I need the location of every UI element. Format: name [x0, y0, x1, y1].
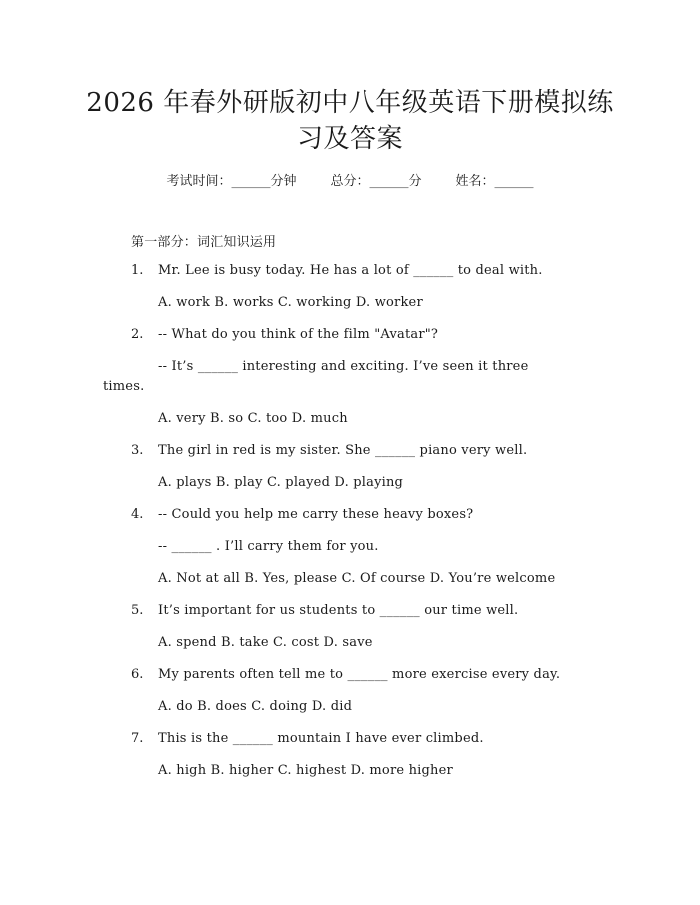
question-text: This is the ______ mountain I have ever climbed.: [158, 731, 484, 746]
question-options: A. do B. does C. doing D. did: [158, 699, 353, 714]
exam-meta-row: [0, 170, 700, 189]
question-number: 2.: [131, 327, 144, 342]
question-text: -- What do you think of the film "Avatar"?: [158, 327, 439, 342]
exam-time-field: 考试时间：______分钟: [166, 174, 297, 189]
question-options: A. Not at all B. Yes, please C. Of course D. You’re welcome: [158, 571, 556, 586]
question-options: A. high B. higher C. highest D. more higher: [158, 763, 453, 778]
question-text: The girl in red is my sister. She ______ piano very well.: [158, 443, 528, 458]
section-heading: 第一部分：词汇知识运用: [131, 235, 277, 250]
question-options: A. work B. works C. working D. worker: [158, 295, 423, 310]
question-number: 7.: [131, 731, 144, 746]
question-text: Mr. Lee is busy today. He has a lot of ______ to deal with.: [158, 263, 543, 278]
question-text-wrap: times.: [103, 379, 145, 394]
document-title-line-2: 习及答案: [296, 124, 403, 154]
question-options: A. spend B. take C. cost D. save: [158, 635, 373, 650]
total-score-field: 总分：______分: [330, 174, 422, 189]
question-number: 3.: [131, 443, 144, 458]
student-name-field: 姓名：______: [455, 174, 534, 189]
question-number: 6.: [131, 667, 144, 682]
question-text: My parents often tell me to ______ more exercise every day.: [158, 667, 561, 682]
document-title-line-1: 2026 年春外研版初中八年级英语下册模拟练: [86, 88, 614, 118]
question-text: It’s important for us students to ______ our time well.: [158, 603, 519, 618]
question-options: A. very B. so C. too D. much: [158, 411, 348, 426]
question-options: A. plays B. play C. played D. playing: [158, 475, 404, 490]
question-number: 4.: [131, 507, 144, 522]
question-number: 1.: [131, 263, 144, 278]
question-text: -- It’s ______ interesting and exciting. I’ve seen it three: [158, 359, 529, 374]
question-number: 5.: [131, 603, 144, 618]
question-text: -- Could you help me carry these heavy boxes?: [158, 507, 474, 522]
question-text: -- ______ . I’ll carry them for you.: [158, 539, 379, 554]
